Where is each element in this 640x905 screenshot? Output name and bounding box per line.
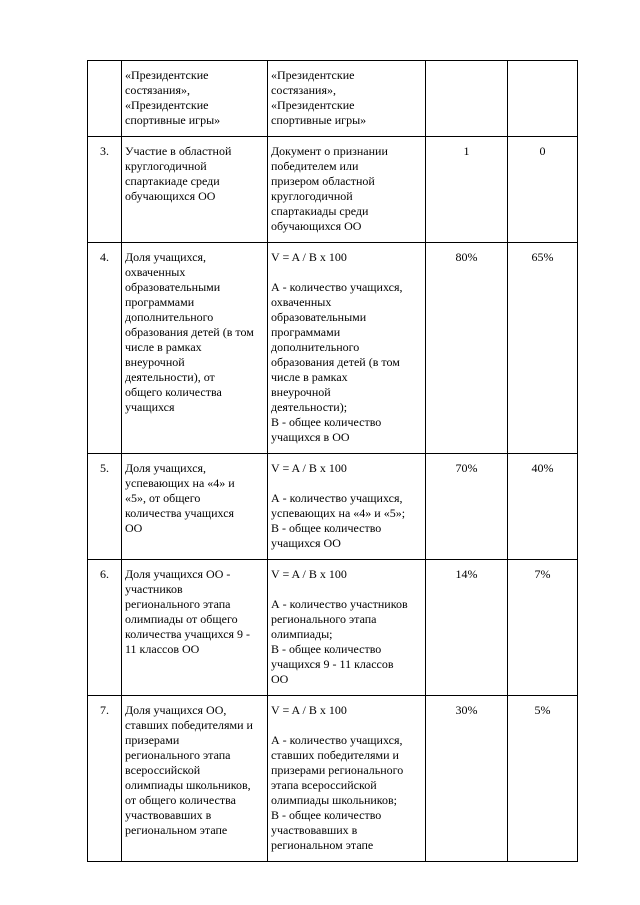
text-line: Участие в областной [125,144,232,158]
calculation-method [268,243,426,454]
text-line: охваченных [271,295,332,309]
fact-value: 7% [508,560,578,696]
text-line: В - общее количество [271,808,382,822]
text-line: успевающих на «4» и [125,476,235,490]
text-line: Доля учащихся ОО, [125,703,227,717]
text-line: учащихся 9 - 11 классов [271,657,394,671]
text-line: ставших победителями и [125,718,253,732]
calculation-method [268,137,426,243]
text-line: учащихся [125,400,175,414]
text-line: В - общее количество [271,521,382,535]
indicator-name [122,243,268,454]
indicators-table [87,60,578,862]
row-number [88,61,122,137]
text-line: олимпиады школьников, [125,778,251,792]
text-line: образования детей (в том [271,355,400,369]
text-line: ОО [125,521,143,535]
indicator-name [122,560,268,696]
text-line: спартакиады среди [271,204,369,218]
text-line: «Президентские [125,68,209,82]
plan-value: 70% [426,454,508,560]
text-line: 11 классов ОО [125,642,200,656]
calculation-method [268,560,426,696]
text-line: охваченных [125,265,186,279]
row-number: 3. [88,137,122,243]
spacer [271,265,422,280]
text-line: «Президентские [271,98,355,112]
table-row [88,696,578,862]
formula: V = A / B x 100 [271,250,347,264]
text-line: регионального этапа [271,612,377,626]
text-line: общего количества [125,385,222,399]
text-line: деятельности), от [125,370,215,384]
text-line: Доля учащихся ОО - [125,567,231,581]
text-line: состязания», [125,83,190,97]
text-line: образовательными [125,280,221,294]
text-line: олимпиады школьников; [271,793,398,807]
text-line: спортивные игры» [125,113,221,127]
text-line: всероссийской [125,763,201,777]
text-line: Доля учащихся, [125,461,207,475]
fact-value: 65% [508,243,578,454]
text-line: призером областной [271,174,375,188]
text-line: спортивные игры» [271,113,367,127]
plan-value: 30% [426,696,508,862]
text-line: олимпиады от общего [125,612,238,626]
text-line: деятельности); [271,400,348,414]
indicator-name [122,137,268,243]
text-line: внеурочной [271,385,331,399]
text-line: «5», от общего [125,491,201,505]
text-line: А - количество учащихся, [271,491,403,505]
text-line: Документ о признании [271,144,388,158]
text-line: участников [125,582,183,596]
text-line: дополнительного [271,340,360,354]
text-line: спартакиаде среди [125,174,220,188]
calculation-method [268,696,426,862]
text-line: учащихся ОО [271,536,341,550]
fact-value: 0 [508,137,578,243]
indicator-name [122,696,268,862]
text-line: дополнительного [125,310,214,324]
text-line: «Президентские [125,98,209,112]
calculation-method [268,61,426,137]
text-line: образовательными [271,310,367,324]
text-line: программами [125,295,195,309]
text-line: А - количество участников [271,597,408,611]
text-line: ОО [271,672,289,686]
text-line: участвовавших в [125,808,212,822]
text-line: В - общее количество [271,642,382,656]
text-line: регионального этапа [125,597,231,611]
plan-value: 14% [426,560,508,696]
plan-value [426,61,508,137]
text-line: Доля учащихся, [125,250,207,264]
text-line: от общего количества [125,793,236,807]
text-line: обучающихся ОО [271,219,362,233]
text-line: учащихся в ОО [271,430,350,444]
fact-value: 40% [508,454,578,560]
formula: V = A / B x 100 [271,703,347,717]
text-line: регионального этапа [125,748,231,762]
formula: V = A / B x 100 [271,567,347,581]
indicator-name [122,454,268,560]
table-row [88,243,578,454]
row-number: 5. [88,454,122,560]
text-line: «Президентские [271,68,355,82]
text-line: региональном этапе [125,823,228,837]
text-line: количества учащихся [125,506,235,520]
text-line: призерами регионального [271,763,404,777]
calculation-method [268,454,426,560]
row-number: 6. [88,560,122,696]
text-line: региональном этапе [271,838,374,852]
table-body [88,61,578,862]
text-line: образования детей (в том [125,325,254,339]
text-line: призерами [125,733,180,747]
table-row [88,61,578,137]
text-line: А - количество учащихся, [271,733,403,747]
spacer [271,582,422,597]
row-number: 4. [88,243,122,454]
text-line: участвовавших в [271,823,358,837]
text-line: ставших победителями и [271,748,399,762]
text-line: победителем или [271,159,359,173]
text-line: этапа всероссийской [271,778,377,792]
text-line: В - общее количество [271,415,382,429]
text-line: круглогодичной [125,159,207,173]
text-line: состязания», [271,83,336,97]
spacer [271,718,422,733]
plan-value: 80% [426,243,508,454]
text-line: успевающих на «4» и «5»; [271,506,406,520]
text-line: внеурочной [125,355,185,369]
indicator-name [122,61,268,137]
table-row [88,560,578,696]
text-line: А - количество учащихся, [271,280,403,294]
text-line: числе в рамках [271,370,348,384]
fact-value [508,61,578,137]
table-row [88,137,578,243]
formula: V = A / B x 100 [271,461,347,475]
row-number: 7. [88,696,122,862]
fact-value: 5% [508,696,578,862]
text-line: круглогодичной [271,189,353,203]
table-row [88,454,578,560]
text-line: олимпиады; [271,627,333,641]
plan-value: 1 [426,137,508,243]
text-line: программами [271,325,341,339]
spacer [271,476,422,491]
text-line: числе в рамках [125,340,202,354]
text-line: количества учащихся 9 - [125,627,251,641]
text-line: обучающихся ОО [125,189,216,203]
